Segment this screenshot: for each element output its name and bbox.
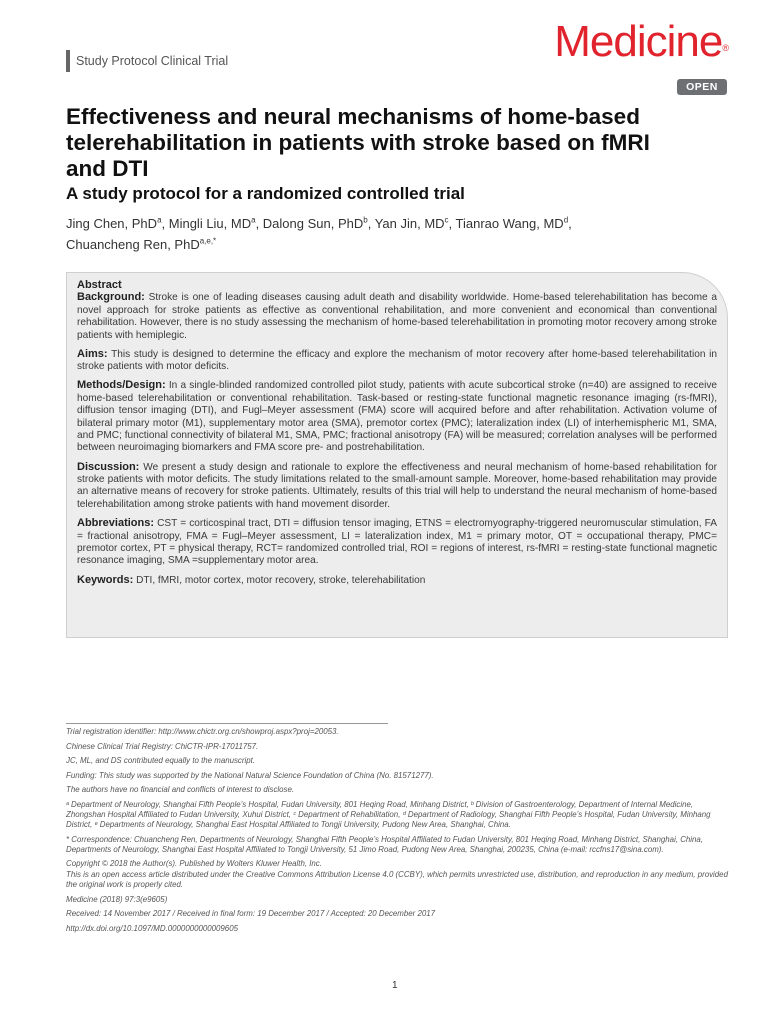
abstract-discussion: Discussion: We present a study design and rationale to explore the effectiveness and neural mechanism of home-based rehabilitation for stroke patients with motor deficits. The study limitations related to the small-amount sample. Moreover, home-based rehabilitation may provide an alternative means of recovery for stroke patients. Ultimately, results of this trial will help to understand the neural mechanism of home-based telerehabilitation among stroke patients with hand movement disorder. (77, 460, 717, 510)
author: Dalong Sun, PhD$^b$, (262, 216, 375, 232)
footnotes (66, 723, 728, 939)
abstract-keywords: Keywords: DTI, fMRI, motor cortex, motor recovery, stroke, telerehabilitation (77, 573, 426, 586)
contribution-note: JC, ML, and DS contributed equally to the manuscript. (66, 756, 256, 766)
author: Tianrao Wang, $MD^d$, (455, 216, 572, 232)
registry-note: Chinese Clinical Trial Registry: ChiCTR-IPR-17011757. (66, 741, 259, 751)
article-subtitle: A study protocol for a randomized controlled trial (66, 184, 465, 203)
author-list (66, 212, 626, 253)
license: This is an open access article distributed under the Creative Commons Attribution License 4.0 (CCBY), which permits unrestricted use, distribution, and reproduction in any medium, provided the original work is properly cited. (66, 870, 728, 890)
abstract-heading: Abstract (77, 279, 122, 291)
open-access-badge: OPEN (677, 79, 727, 95)
conflict-note: The authors have no financial and conflicts of interest to disclose. (66, 785, 295, 795)
page-number: 1 (392, 980, 398, 991)
abstract-methods: Methods/Design: In a single-blinded randomized controlled pilot study, patients with acute subcortical stroke (n=40) are assigned to receive home-based telerehabilitation or conventional rehabilitation. Task-based or resting-state functional magnetic resonance imaging (rs-fMRI), diffusion tensor imaging (DTI), and Fugl–Meyer assessment (FMA) score will acquired before and after rehabilitation. Activation volume of bilateral primary motor (M1), supplementary motor area (SMA), premotor cortex (PMC); lateralization index (LI) of interhemispheric M1, SMA, and PMC; functional connectivity of bilateral M1, SMA, PMC; fractional anisotropy (FA) will be measured; correlation analyses will be performed between neuroimaging biomarkers and FMA score pre- and postrehabilitation. (77, 379, 717, 454)
abstract-abbreviations: Abbreviations: CST = corticospinal tract, DTI = diffusion tensor imaging, ETNS = electromyography-triggered neuromuscular stimulation, FA = fractional anisotropy, FMA = Fugl–Meyer assessment, LI = lateralization index, M1 = primary motor, OT = occupational therapy, PMC= premotor cortex, PT = physical therapy, RCT= randomized controlled trial, ROI = regions of interest, rs-fMRI = resting-state functional magnetic resonance imaging, SMA =supplementary motor area. (77, 517, 717, 567)
author: Jing Chen, PhD$^a$, (66, 216, 169, 232)
doi-link[interactable]: http://dx.doi.org/10.1097/MD.0000000000009605 (66, 923, 238, 933)
citation: Medicine (2018) 97:3(e9605) (66, 894, 168, 904)
journal-logo (554, 18, 728, 66)
trial-registration: Trial registration identifier: http://www.chictr.org.cn/showproj.aspx?proj=20053. (66, 727, 339, 736)
author: Yan Jin, $MD^c$, (374, 216, 456, 232)
copyright: Copyright © 2018 the Author(s). Published by Wolters Kluwer Health, Inc. (66, 859, 322, 869)
registered-mark: ® (722, 43, 728, 53)
correspondence: * Correspondence: Chuancheng Ren, Departments of Neurology, Shanghai Fifth People’s Hospital Affiliated to Fudan University, 801 Heqing Road, Minhang District, Shanghai, China, Departments of Neurology, Shanghai East Hospital Affiliated to Tongji University, 51 Jimo Road, Pudong New Area, Shanghai, 200235, China (e-mail: rccfns17@sina.com). (66, 834, 704, 854)
abstract-background: Background: Stroke is one of leading diseases causing adult death and disability worldwide. Home-based telerehabilitation has become a novel approach for stroke patients as effective as conventional rehabilitation, and more convenient and economical than conventional rehabilitation. However, there is no study assessing the mechanism of home-based telerehabilitation in promoting motor recovery among stroke patients with hemiplegic. (77, 291, 718, 341)
abstract-box (66, 272, 728, 638)
author: Mingli Liu, $MD^a$, (168, 216, 263, 232)
author: Chuancheng Ren, PhD$^{a,e,*}$ (66, 236, 217, 252)
section-label: Study Protocol Clinical Trial (66, 50, 228, 72)
article-title: Effectiveness and neural mechanisms of home-based telerehabilitation in patients with stroke based on fMRI and DTI (66, 104, 650, 181)
abstract-aims: Aims: This study is designed to determine the efficacy and explore the mechanism of motor recovery after home-based telerehabilitation in stroke patients with motor deficits. (77, 347, 717, 373)
journal-name: Medicine (554, 17, 723, 66)
dates: Received: 14 November 2017 / Received in final form: 19 December 2017 / Accepted: 20 December 2017 (66, 909, 436, 919)
affiliations: ᵃ Department of Neurology, Shanghai Fifth People’s Hospital, Fudan University, 801 Heqing Road, Minhang District, ᵇ Division of Gastroenterology, Department of Internal Medicine, Zhongshan Hospital Affiliated to Fudan University, Xuhui District, ᶜ Department of Rehabilitation, ᵈ Department of Radiology, Shanghai Fifth People’s Hospital, Fudan University, Minhang District, ᵉ Departments of Neurology, Shanghai East Hospital Affiliated to Tongji University, Pudong New Area, Shanghai, China. (66, 799, 711, 829)
funding-note: Funding: This study was supported by the National Natural Science Foundation of China (No. 81571277). (66, 770, 434, 780)
